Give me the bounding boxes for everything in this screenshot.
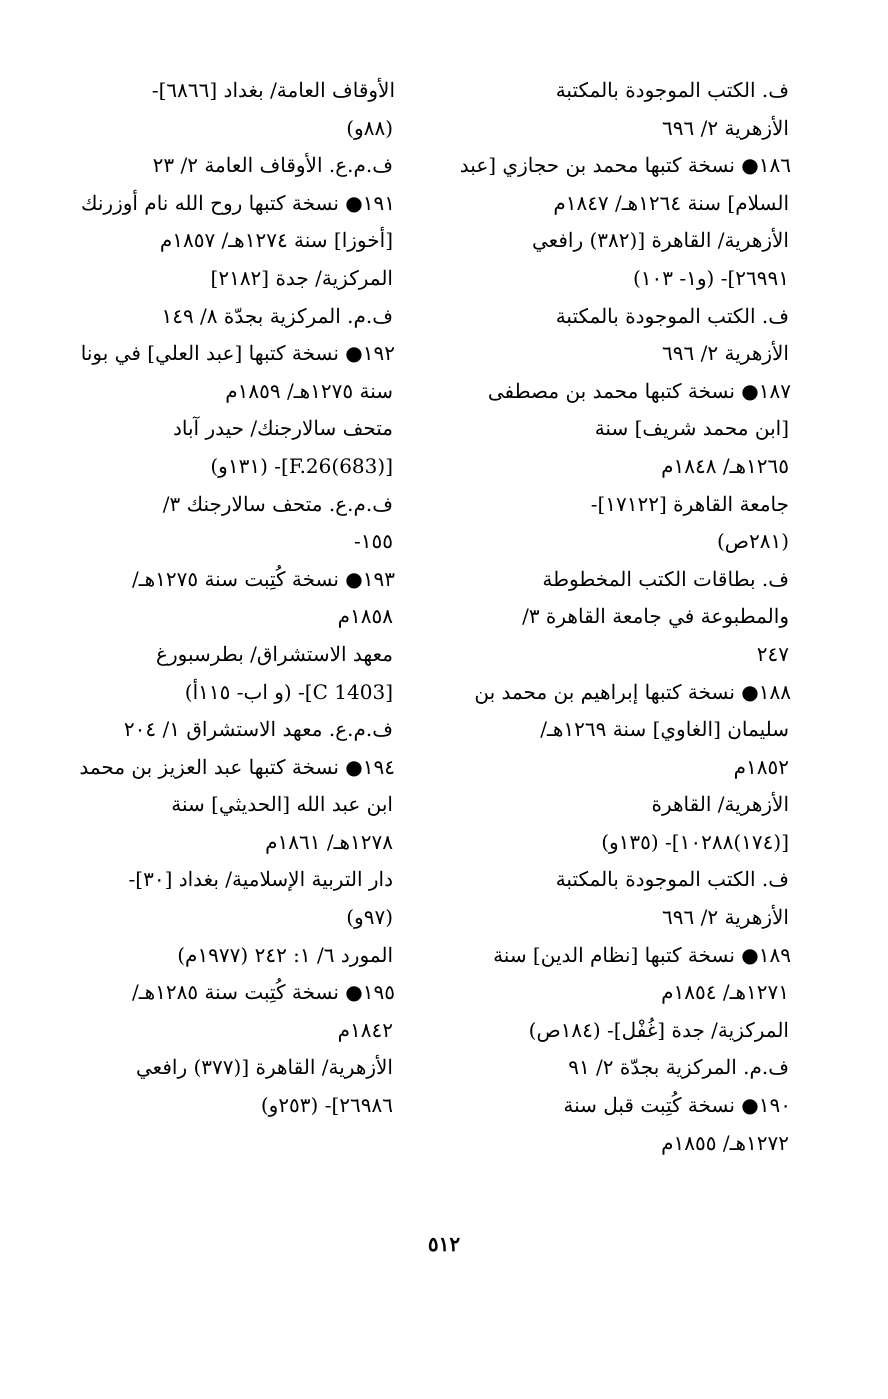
text-line: ٢٦٩٩١]- (و١- ١٠٣) xyxy=(632,265,789,290)
entry-190-line: ١٩٠● نسخة كُتِبت قبل سنة xyxy=(563,1093,791,1118)
page-number: ٥١٢ xyxy=(427,1232,461,1256)
text-line: الأوقاف العامة/ بغداد [٦٨٦٦]- xyxy=(151,78,395,102)
text-line: السلام] سنة ١٢٦٤هـ/ ١٨٤٧م xyxy=(553,190,789,215)
text-line: (٢٨١ص) xyxy=(716,529,789,554)
entry-193-line: ١٩٣● نسخة كُتِبت سنة ١٢٧٥هـ/ xyxy=(131,566,395,591)
text-line: [ابن محمد شريف] سنة xyxy=(594,416,789,441)
text-line: [(683)F.26]- (١٣١و) xyxy=(210,453,393,478)
text-line: (٩٧و) xyxy=(346,905,393,930)
text-line: دار التربية الإسلامية/ بغداد [٣٠]- xyxy=(128,867,393,892)
entry-187-line: ١٨٧● نسخة كتبها محمد بن مصطفى xyxy=(487,378,791,403)
right-column xyxy=(443,72,791,1162)
text-line: ابن عبد الله [الحديثي] سنة xyxy=(171,792,393,817)
entry-188-line: ١٨٨● نسخة كتبها إبراهيم بن محمد بن xyxy=(474,679,791,704)
text-line: ١٨٥٨م xyxy=(337,604,393,629)
text-line: متحف سالارجنك/ حيدر آباد xyxy=(172,416,393,441)
text-line: جامعة القاهرة [١٧١٢٢]- xyxy=(590,491,789,516)
text-line: الأزهرية ٢/ ٦٩٦ xyxy=(662,341,789,366)
text-line: سليمان [الغاوي] سنة ١٢٦٩هـ/ xyxy=(540,717,789,742)
entry-189-line: ١٨٩● نسخة كتبها [نظام الدين] سنة xyxy=(493,942,791,967)
text-line: المركزية/ جدة [غُفْل]- (١٨٤ص) xyxy=(528,1017,789,1042)
text-line: ١٢٧٨هـ/ ١٨٦١م xyxy=(265,829,393,854)
text-line: الأزهرية ٢/ ٦٩٦ xyxy=(662,115,789,140)
text-line: ١٢٦٥هـ/ ١٨٤٨م xyxy=(661,453,789,478)
text-line: ف. الكتب الموجودة بالمكتبة xyxy=(555,867,789,892)
text-line: ٢٦٩٨٦]- (٢٥٣و) xyxy=(260,1093,393,1118)
text-line: ف. بطاقات الكتب المخطوطة xyxy=(542,566,789,591)
text-line: والمطبوعة في جامعة القاهرة ٣/ xyxy=(522,604,789,629)
text-line: ٢٤٧ xyxy=(756,641,789,666)
text-line: ف.م. المركزية بجدّة ٨/ ١٤٩ xyxy=(161,303,393,328)
text-line: ف. الكتب الموجودة بالمكتبة xyxy=(555,78,789,102)
entry-194-line: ١٩٤● نسخة كتبها عبد العزيز بن محمد xyxy=(79,754,395,779)
text-line: ١٨٤٢م xyxy=(337,1017,393,1042)
text-line: ١٢٧١هـ/ ١٨٥٤م xyxy=(661,980,789,1005)
text-line: الأزهرية ٢/ ٦٩٦ xyxy=(662,905,789,930)
text-line: الأزهرية/ القاهرة xyxy=(651,792,789,817)
text-line: ف. الكتب الموجودة بالمكتبة xyxy=(555,303,789,328)
entry-192-line: ١٩٢● نسخة كتبها [عبد العلي] في بونا xyxy=(80,341,395,366)
text-line: (٨٨و) xyxy=(346,115,393,140)
text-line: المورد ٦/ ١: ٢٤٢ (١٩٧٧م) xyxy=(177,942,393,967)
entry-186-line: ١٨٦● نسخة كتبها محمد بن حجازي [عبد xyxy=(459,153,791,178)
text-line: ١٨٥٢م xyxy=(733,754,789,779)
text-line: معهد الاستشراق/ بطرسبورغ xyxy=(156,641,393,666)
left-column xyxy=(55,72,395,1125)
text-line: سنة ١٢٧٥هـ/ ١٨٥٩م xyxy=(225,378,393,403)
text-line: ف.م.ع. الأوقاف العامة ٢/ ٢٣ xyxy=(152,153,393,178)
entry-191-line: ١٩١● نسخة كتبها روح الله نام أوزرنك xyxy=(81,190,395,215)
text-line: ف.م. المركزية بجدّة ٢/ ٩١ xyxy=(568,1055,789,1080)
entry-195-line: ١٩٥● نسخة كُتِبت سنة ١٢٨٥هـ/ xyxy=(131,980,395,1005)
text-line: الأزهرية/ القاهرة [(٣٧٧) رافعي xyxy=(136,1055,393,1080)
text-line: ١٥٥- xyxy=(354,529,393,554)
text-line: ١٢٧٢هـ/ ١٨٥٥م xyxy=(661,1130,789,1155)
text-line: ف.م.ع. معهد الاستشراق ١/ ٢٠٤ xyxy=(123,717,393,742)
text-line: [(١٧٤)١٠٢٨٨]- (١٣٥و) xyxy=(601,829,789,854)
text-line: [C 1403]- (و اب- ١١٥أ) xyxy=(184,679,393,704)
text-line: [أخوزا] سنة ١٢٧٤هـ/ ١٨٥٧م xyxy=(159,228,393,253)
text-line: الأزهرية/ القاهرة [(٣٨٢) رافعي xyxy=(532,228,789,253)
text-line: المركزية/ جدة [٢١٨٢] xyxy=(210,265,393,290)
text-line: ف.م.ع. متحف سالارجنك ٣/ xyxy=(162,491,393,516)
